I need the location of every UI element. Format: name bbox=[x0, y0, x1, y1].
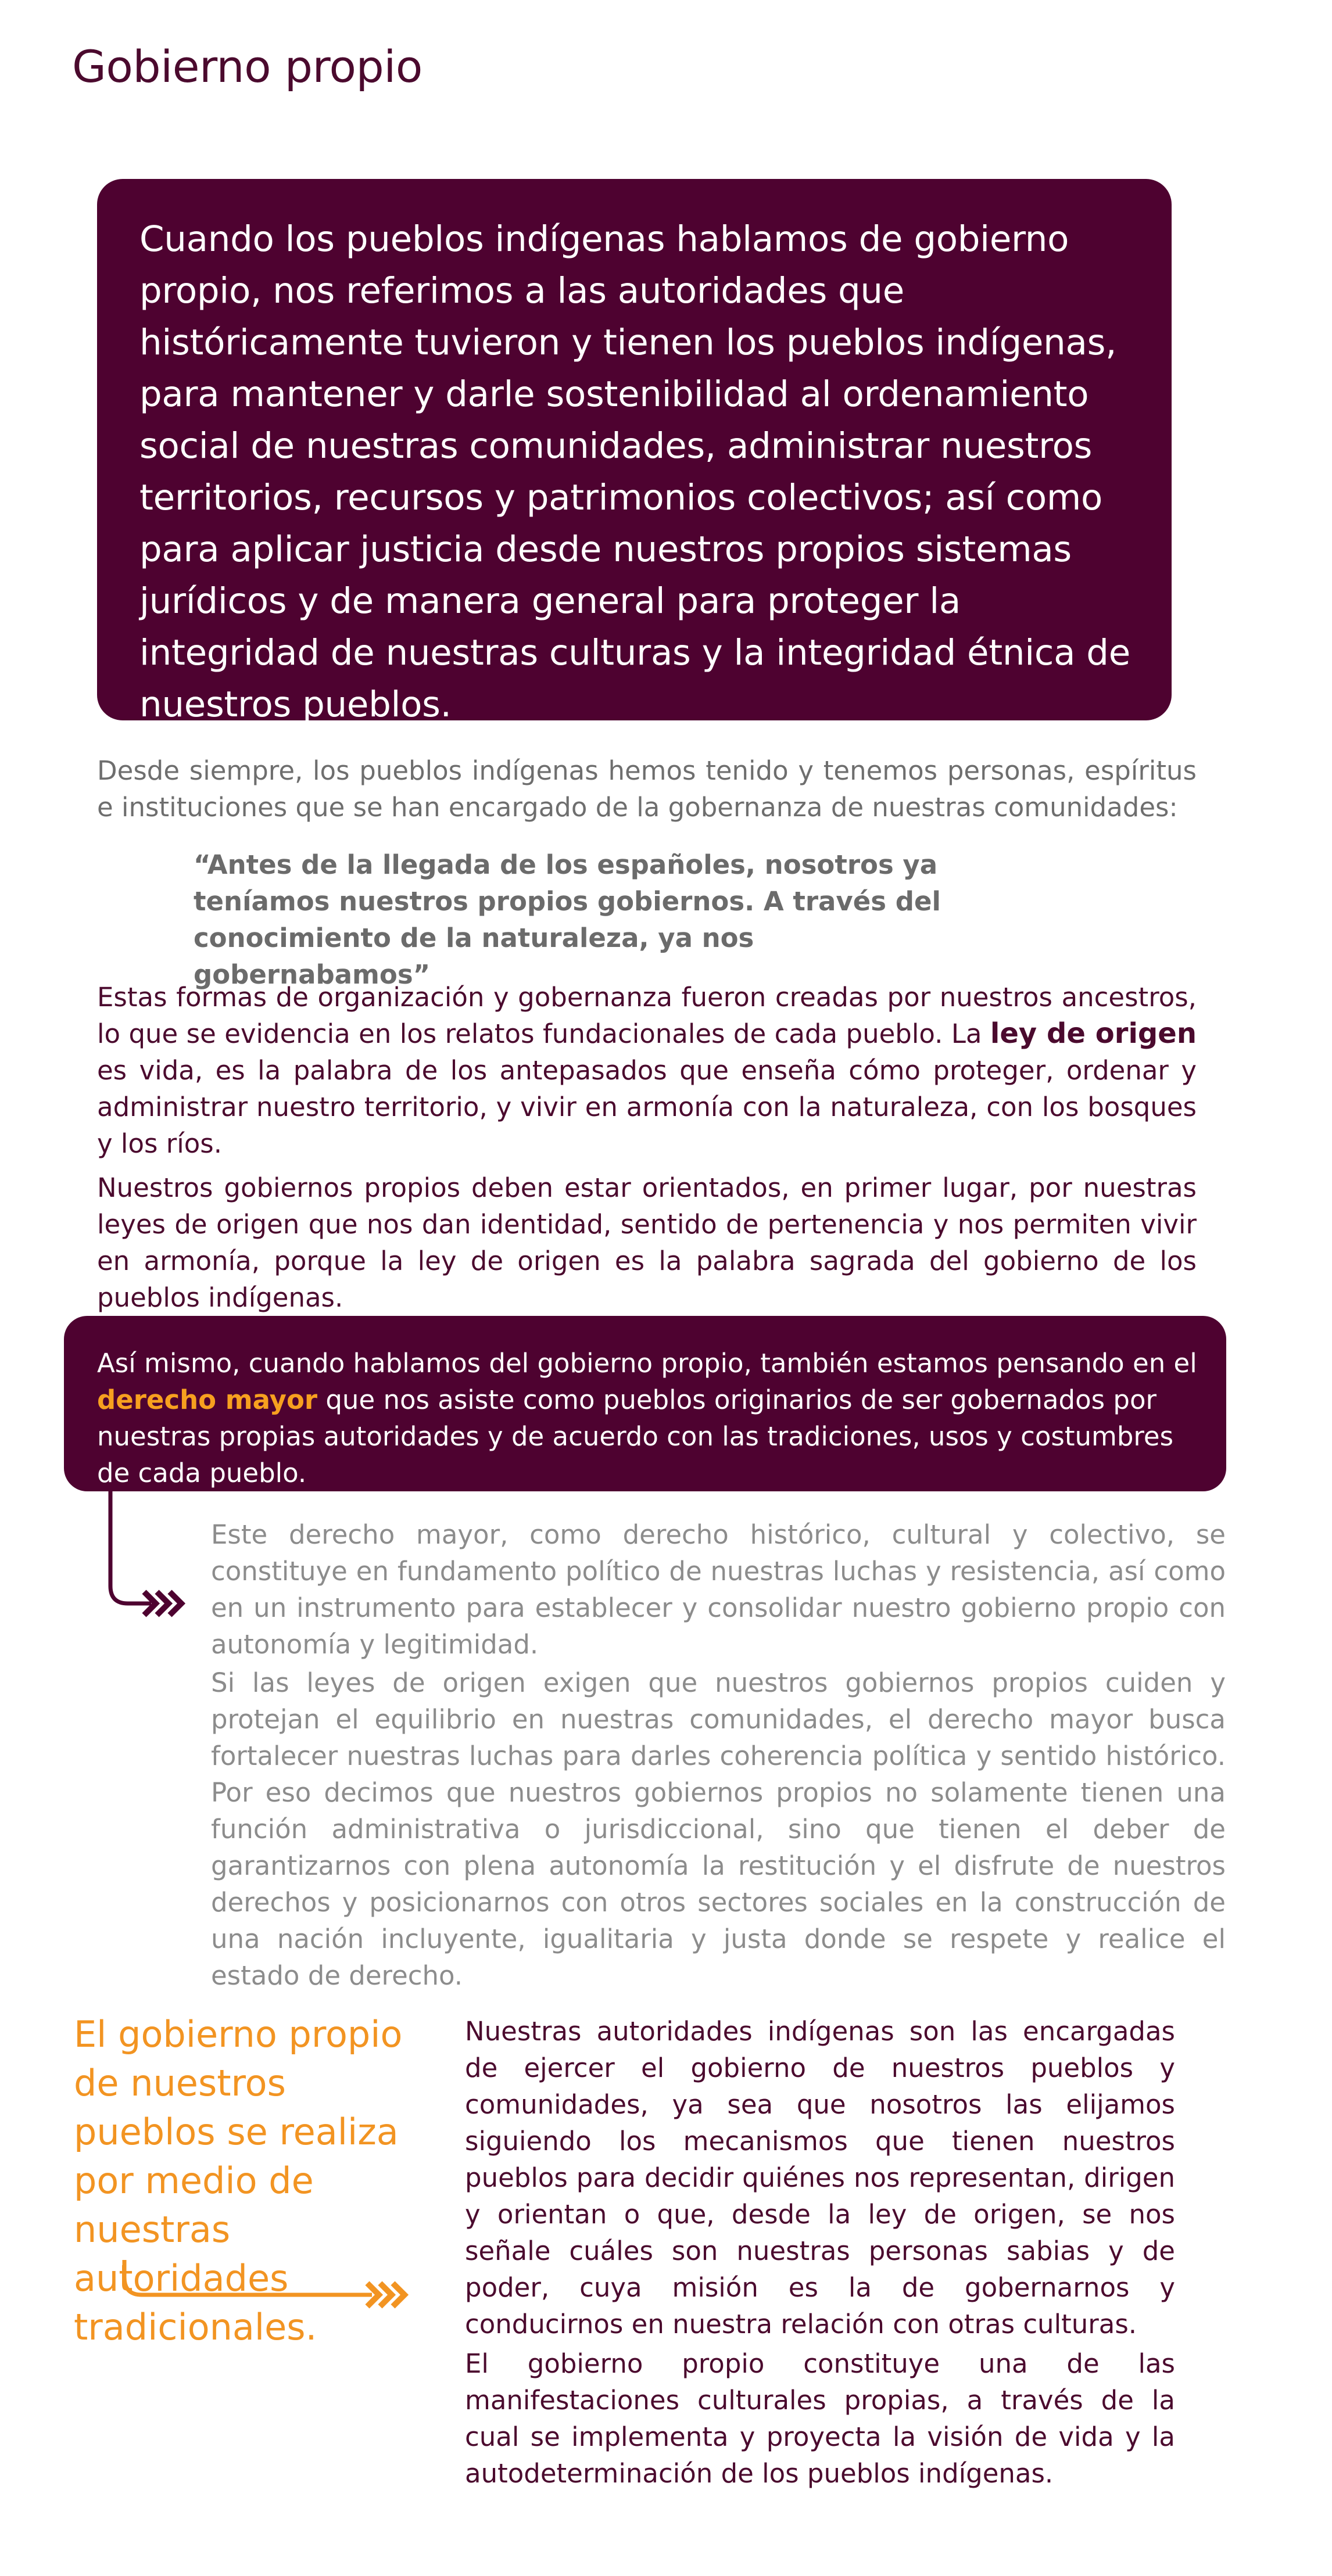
p2-text-before: Estas formas de organización y gobernanza fueron creadas por nuestros ancestros, lo que se evidencia en los relatos fundacionales de cada pueblo. La bbox=[97, 982, 1197, 1049]
paragraph-autoridades-indigenas: Nuestras autoridades indígenas son las encargadas de ejercer el gobierno de nuestros pueblos y comunidades, ya sea que nosotros las elijamos siguiendo los mecanismos que tienen nuestros pueblos para decidir quiénes nos representan, dirigen y orientan o que, desde la ley de origen, se nos señale cuáles son nuestras personas sabias y de poder, cuya misión es la de gobernarnos y conducirnos en nuestra relación con otras culturas. bbox=[465, 2016, 1175, 2340]
paragraph-manifestaciones-culturales: El gobierno propio constituye una de las manifestaciones culturales propias, a través de la cual se implementa y proyecta la visión de vida y la autodeterminación de los pueblos indígenas. bbox=[465, 2348, 1175, 2489]
paragraph-leyes-de-origen-exigen: Si las leyes de origen exigen que nuestros gobiernos propios cuiden y protejan el equilibrio en nuestras comunidades, el derecho mayor busca fortalecer nuestras luchas para darles coherencia política y sentido histórico. Por eso decimos que nuestros gobiernos propios no solamente tienen una función administrativa o jurisdiccional, sino que tienen el deber de garantizarnos con plena autonomía la restitución y el disfrute de nuestros derechos y posicionarnos con otros sectores sociales en la construcción de una nación incluyente, igualitaria y justa donde se respete y realice el estado de derecho. bbox=[211, 1667, 1226, 1991]
chevron-arrow-icon bbox=[99, 1487, 198, 1627]
orange-chevron-arrow-icon bbox=[116, 2260, 413, 2318]
derecho-mayor-text bbox=[97, 1345, 1201, 1491]
derecho-mayor-term: derecho mayor bbox=[97, 1384, 318, 1415]
paragraph-derecho-mayor-historico: Este derecho mayor, como derecho histórico, cultural y colectivo, se constituye en fundamento político de nuestras luchas y resistencia, así como en un instrumento para establecer y consolidar nuestro gobierno propio con autonomía y legitimidad. bbox=[211, 1519, 1226, 1660]
paragraph-formas-de-organizacion bbox=[97, 979, 1197, 1162]
paragraph-desde-siempre: Desde siempre, los pueblos indígenas hemos tenido y tenemos personas, espíritus e instituciones que se han encargado de la gobernanza de nuestras comunidades: bbox=[97, 755, 1197, 823]
ley-de-origen-term: ley de origen bbox=[990, 1017, 1197, 1050]
paragraph-gobiernos-orientados: Nuestros gobiernos propios deben estar orientados, en primer lugar, por nuestras leyes de origen que nos dan identidad, sentido de pertenencia y nos permiten vivir en armonía, porque la ley de origen es la palabra sagrada del gobierno de los pueblos indígenas. bbox=[97, 1172, 1197, 1313]
dm-text-before: Así mismo, cuando hablamos del gobierno propio, también estamos pensando en el bbox=[97, 1348, 1197, 1379]
quote-antes-de-la-llegada: “Antes de la llegada de los españoles, nosotros ya teníamos nuestros propios gobiernos. A través del conocimiento de la naturaleza, ya nos gobernabamos” bbox=[194, 849, 941, 990]
dm-text-after: que nos asiste como pueblos originarios de ser gobernados por nuestras propias autoridades y de acuerdo con las tradiciones, usos y costumbres de cada pueblo. bbox=[97, 1384, 1174, 1488]
intro-text: Cuando los pueblos indígenas hablamos de gobierno propio, nos referimos a las autoridades que históricamente tuvieron y tienen los pueblos indígenas, para mantener y darle sostenibilidad al ordenamiento social de nuestras comunidades, administrar nuestros territorios, recursos y patrimonios colectivos; así como para aplicar justicia desde nuestros propios sistemas jurídicos y de manera general para proteger la integridad de nuestras culturas y la integridad étnica de nuestros pueblos. bbox=[139, 218, 1130, 725]
p2-text-after: es vida, es la palabra de los antepasados que enseña cómo proteger, ordenar y administrar nuestro territorio, y vivir en armonía con la naturaleza, con los bosques y los ríos. bbox=[97, 1055, 1197, 1159]
page-title: Gobierno propio bbox=[72, 41, 422, 92]
autoridades-callout: El gobierno propio de nuestros pueblos se realiza por medio de nuestras autoridades tradicionales. bbox=[74, 2013, 403, 2348]
